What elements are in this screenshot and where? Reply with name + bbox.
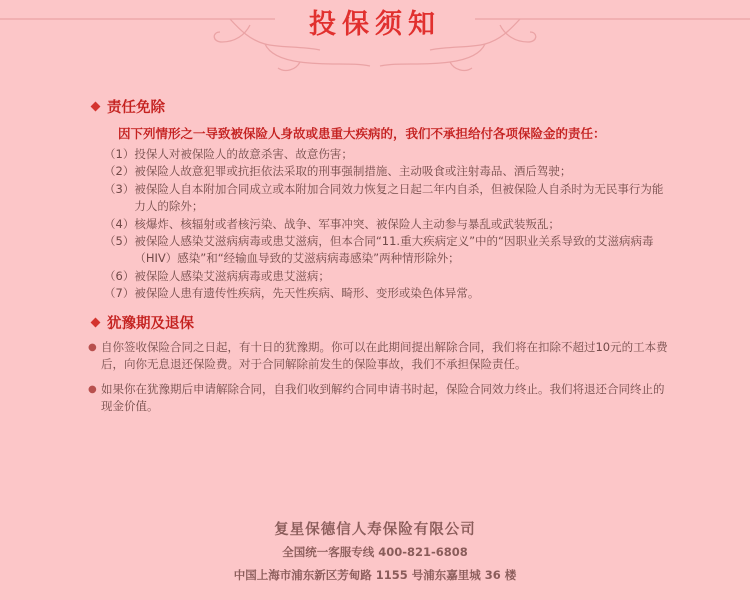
diamond-bullet-icon — [91, 318, 101, 328]
clause-text: 被保险人自本附加合同成立或本附加合同效力恢复之日起二年内自杀，但被保险人自杀时为无民事行为能力人的除外； — [134, 181, 664, 214]
company-name: 复星保德信人寿保险有限公司 — [274, 522, 476, 538]
list-item — [104, 146, 664, 163]
list-item — [88, 381, 668, 416]
clause-number: （6） — [104, 268, 135, 283]
clause-number: （4） — [104, 216, 135, 231]
list-item — [104, 268, 664, 285]
footer — [0, 520, 750, 586]
section-title: 犹豫期及退保 — [107, 316, 194, 332]
list-item — [104, 233, 664, 268]
exclusions-clause-list — [104, 146, 664, 303]
clause-text: 被保险人患有遗传性疾病，先天性疾病、畸形、变形或染色体异常。 — [134, 286, 480, 301]
company-address: 中国上海市浦东新区芳甸路 1155 号浦东嘉里城 36 楼 — [233, 568, 517, 582]
clause-number: （5） — [104, 234, 135, 249]
clause-number: （2） — [104, 164, 135, 179]
list-item — [104, 216, 664, 233]
clause-text: 被保险人感染艾滋病病毒或患艾滋病，但本合同“11.重大疾病定义”中的“因职业关系导致的艾滋病病毒（HIV）感染”和“经输血导致的艾滋病病毒感染”两种情形除外； — [134, 234, 654, 266]
clause-text: 被保险人故意犯罪或抗拒依法采取的刑事强制措施、主动吸食或注射毒品、酒后驾驶； — [134, 164, 572, 179]
section-exclusions-heading — [92, 96, 165, 117]
exclusions-lead-text: 因下列情形之一导致被保险人身故或患重大疾病的，我们不承担给付各项保险金的责任： — [118, 126, 606, 141]
clause-number: （1） — [104, 147, 135, 161]
list-item — [88, 339, 668, 374]
bullet-dot-icon: ● — [88, 383, 97, 395]
customer-hotline: 全国统一客服专线 400-821-6808 — [282, 545, 468, 559]
section-title: 责任免除 — [107, 100, 165, 116]
clause-text: 投保人对被保险人的故意杀害、故意伤害； — [134, 147, 353, 161]
bullet-dot-icon: ● — [88, 342, 97, 353]
list-item — [104, 163, 664, 180]
header — [0, 0, 750, 80]
bullet-text: 自你签收保险合同之日起，有十日的犹豫期。你可以在此期间提出解除合同，我们将在扣除不超过10元的工本费后，向你无息退还保险费。对于合同解除前发生的保险事故，我们不承担保险责任。 — [101, 340, 668, 372]
clause-number: （3） — [104, 181, 135, 196]
page-title: 投保须知 — [309, 9, 441, 40]
clause-text: 核爆炸、核辐射或者核污染、战争、军事冲突、被保险人主动参与暴乱或武装叛乱； — [134, 216, 560, 231]
section-cooling-off-heading — [92, 312, 194, 333]
diamond-bullet-icon — [91, 102, 101, 112]
clause-number: （7） — [104, 286, 135, 301]
list-item — [104, 181, 664, 216]
clause-text: 被保险人感染艾滋病病毒或患艾滋病； — [134, 268, 330, 283]
cooling-off-list — [88, 339, 668, 423]
list-item — [104, 285, 664, 302]
bullet-text: 如果你在犹豫期后申请解除合同，自我们收到解约合同申请书时起，保险合同效力终止。我们将退还合同终止的现金价值。 — [101, 381, 665, 414]
